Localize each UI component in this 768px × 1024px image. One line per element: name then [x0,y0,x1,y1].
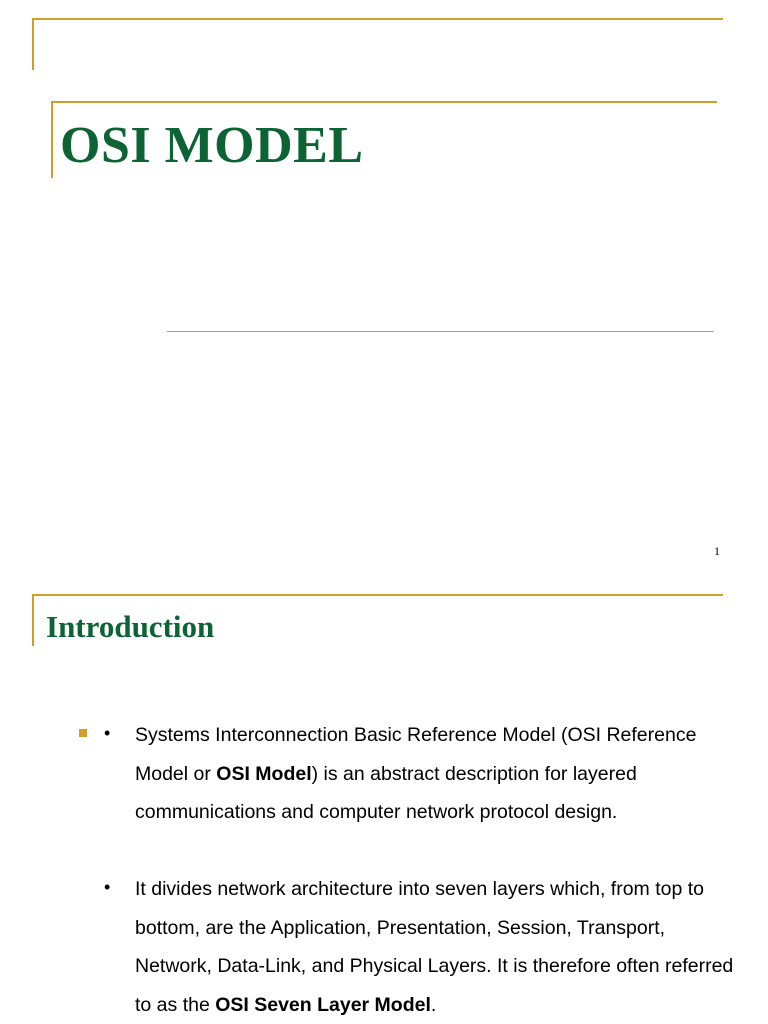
bullet-dot-icon: • [104,723,111,743]
title-left-rule [51,101,53,178]
bullet-1-text-end: ) is an abstract description for layered communications and computer network protocol design. [135,762,637,824]
bullet-paragraph-1 [135,716,735,832]
bullet-2-text-end: . [430,993,437,1016]
slide1-left-border [32,18,34,70]
bullet-paragraph-2 [135,870,735,1024]
section-title: Introduction [46,609,215,644]
square-bullet-icon [79,729,87,737]
bullet-dot-icon: • [104,877,111,897]
bullet-2-text: It divides network architecture into seven layers which, from top to bottom, are the Application, Presentation, Session, Transport, Network, Data-Link, and Physical Layers. It is therefore often referred to as the [135,878,734,1016]
bullet-2-bold-term: OSI Seven Layer Model [215,993,431,1016]
bullet-1-text: Systems Interconnection Basic Reference Model (OSI Reference Model or [135,724,697,785]
slide2-top-border [32,594,723,596]
title-top-rule [51,101,717,103]
slide-title: OSI MODEL [60,117,364,174]
page-number: 1 [714,544,720,558]
slide2-left-border [32,594,34,646]
slide1-top-border [32,18,723,20]
bullet-1-bold-term: OSI Model [216,762,312,785]
subtitle-rule [167,331,714,332]
